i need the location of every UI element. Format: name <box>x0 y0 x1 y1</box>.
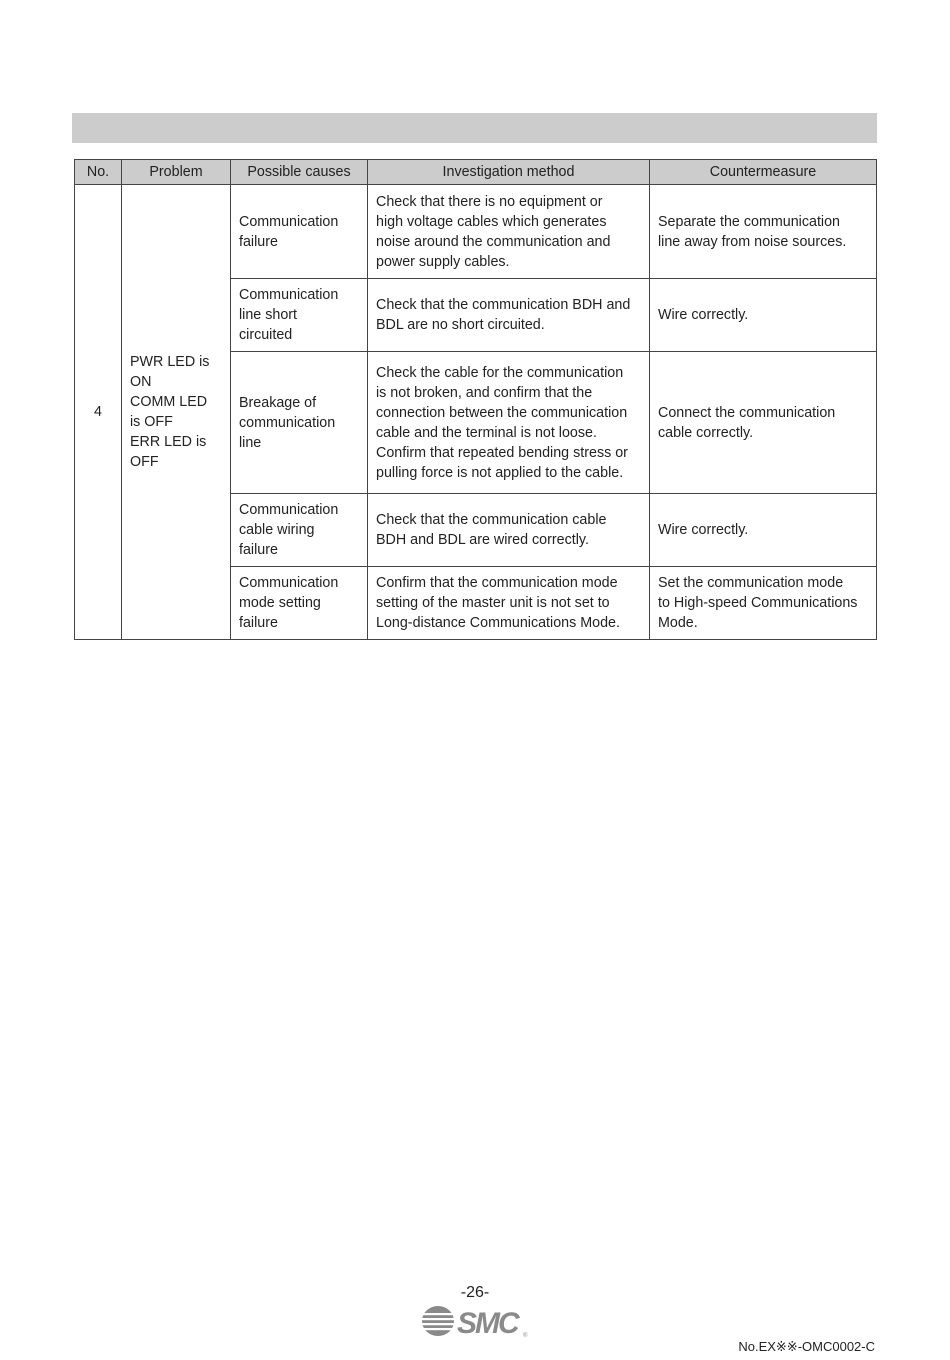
table-row <box>75 185 877 279</box>
problem-number: 4 <box>75 185 122 640</box>
table-header-row <box>75 160 877 185</box>
troubleshooting-table <box>74 159 877 640</box>
smc-logo-icon <box>421 1304 529 1338</box>
problem-line: OFF <box>130 454 159 470</box>
header-possible-causes: Possible causes <box>231 160 368 185</box>
investigation-cell: Check that there is no equipment or high voltage cables which generates noise around the communication and power supply cables. <box>368 185 650 279</box>
problem-line: ERR LED is <box>130 434 207 450</box>
countermeasure-cell: Connect the communication cable correctly. <box>650 352 877 494</box>
countermeasure-cell: Set the communication mode to High-speed Communications Mode. <box>650 567 877 640</box>
possible-cause-cell: Communication line short circuited <box>231 279 368 352</box>
logo-wordmark: SMC <box>457 1307 518 1338</box>
section-header-band <box>72 113 877 143</box>
possible-cause-cell: Breakage of communication line <box>231 352 368 494</box>
investigation-cell: Confirm that the communication mode setting of the master unit is not set to Long-distance Communications Mode. <box>368 567 650 640</box>
svg-text:®: ® <box>523 1333 528 1338</box>
header-countermeasure: Countermeasure <box>650 160 877 185</box>
possible-cause-cell: Communication cable wiring failure <box>231 494 368 567</box>
investigation-cell: Check that the communication BDH and BDL are no short circuited. <box>368 279 650 352</box>
problem-description <box>122 185 231 640</box>
header-investigation-method: Investigation method <box>368 160 650 185</box>
page-number: -26- <box>460 1284 490 1301</box>
investigation-cell: Check the cable for the communication is not broken, and confirm that the connection between the communication cable and the terminal is not loose. Confirm that repeated bending stress or pulling force is not applied to the cable. <box>368 352 650 494</box>
countermeasure-cell: Wire correctly. <box>650 279 877 352</box>
possible-cause-cell: Communication failure <box>231 185 368 279</box>
problem-line: PWR LED is <box>130 354 210 370</box>
countermeasure-cell: Separate the communication line away from noise sources. <box>650 185 877 279</box>
countermeasure-cell: Wire correctly. <box>650 494 877 567</box>
problem-line: ON <box>130 374 152 390</box>
investigation-cell: Check that the communication cable BDH and BDL are wired correctly. <box>368 494 650 567</box>
document-number: No.EX※※-OMC0002-C <box>738 1339 875 1354</box>
header-problem: Problem <box>122 160 231 185</box>
header-no: No. <box>75 160 122 185</box>
problem-line: COMM LED <box>130 394 208 410</box>
problem-line: is OFF <box>130 414 173 430</box>
possible-cause-cell: Communication mode setting failure <box>231 567 368 640</box>
